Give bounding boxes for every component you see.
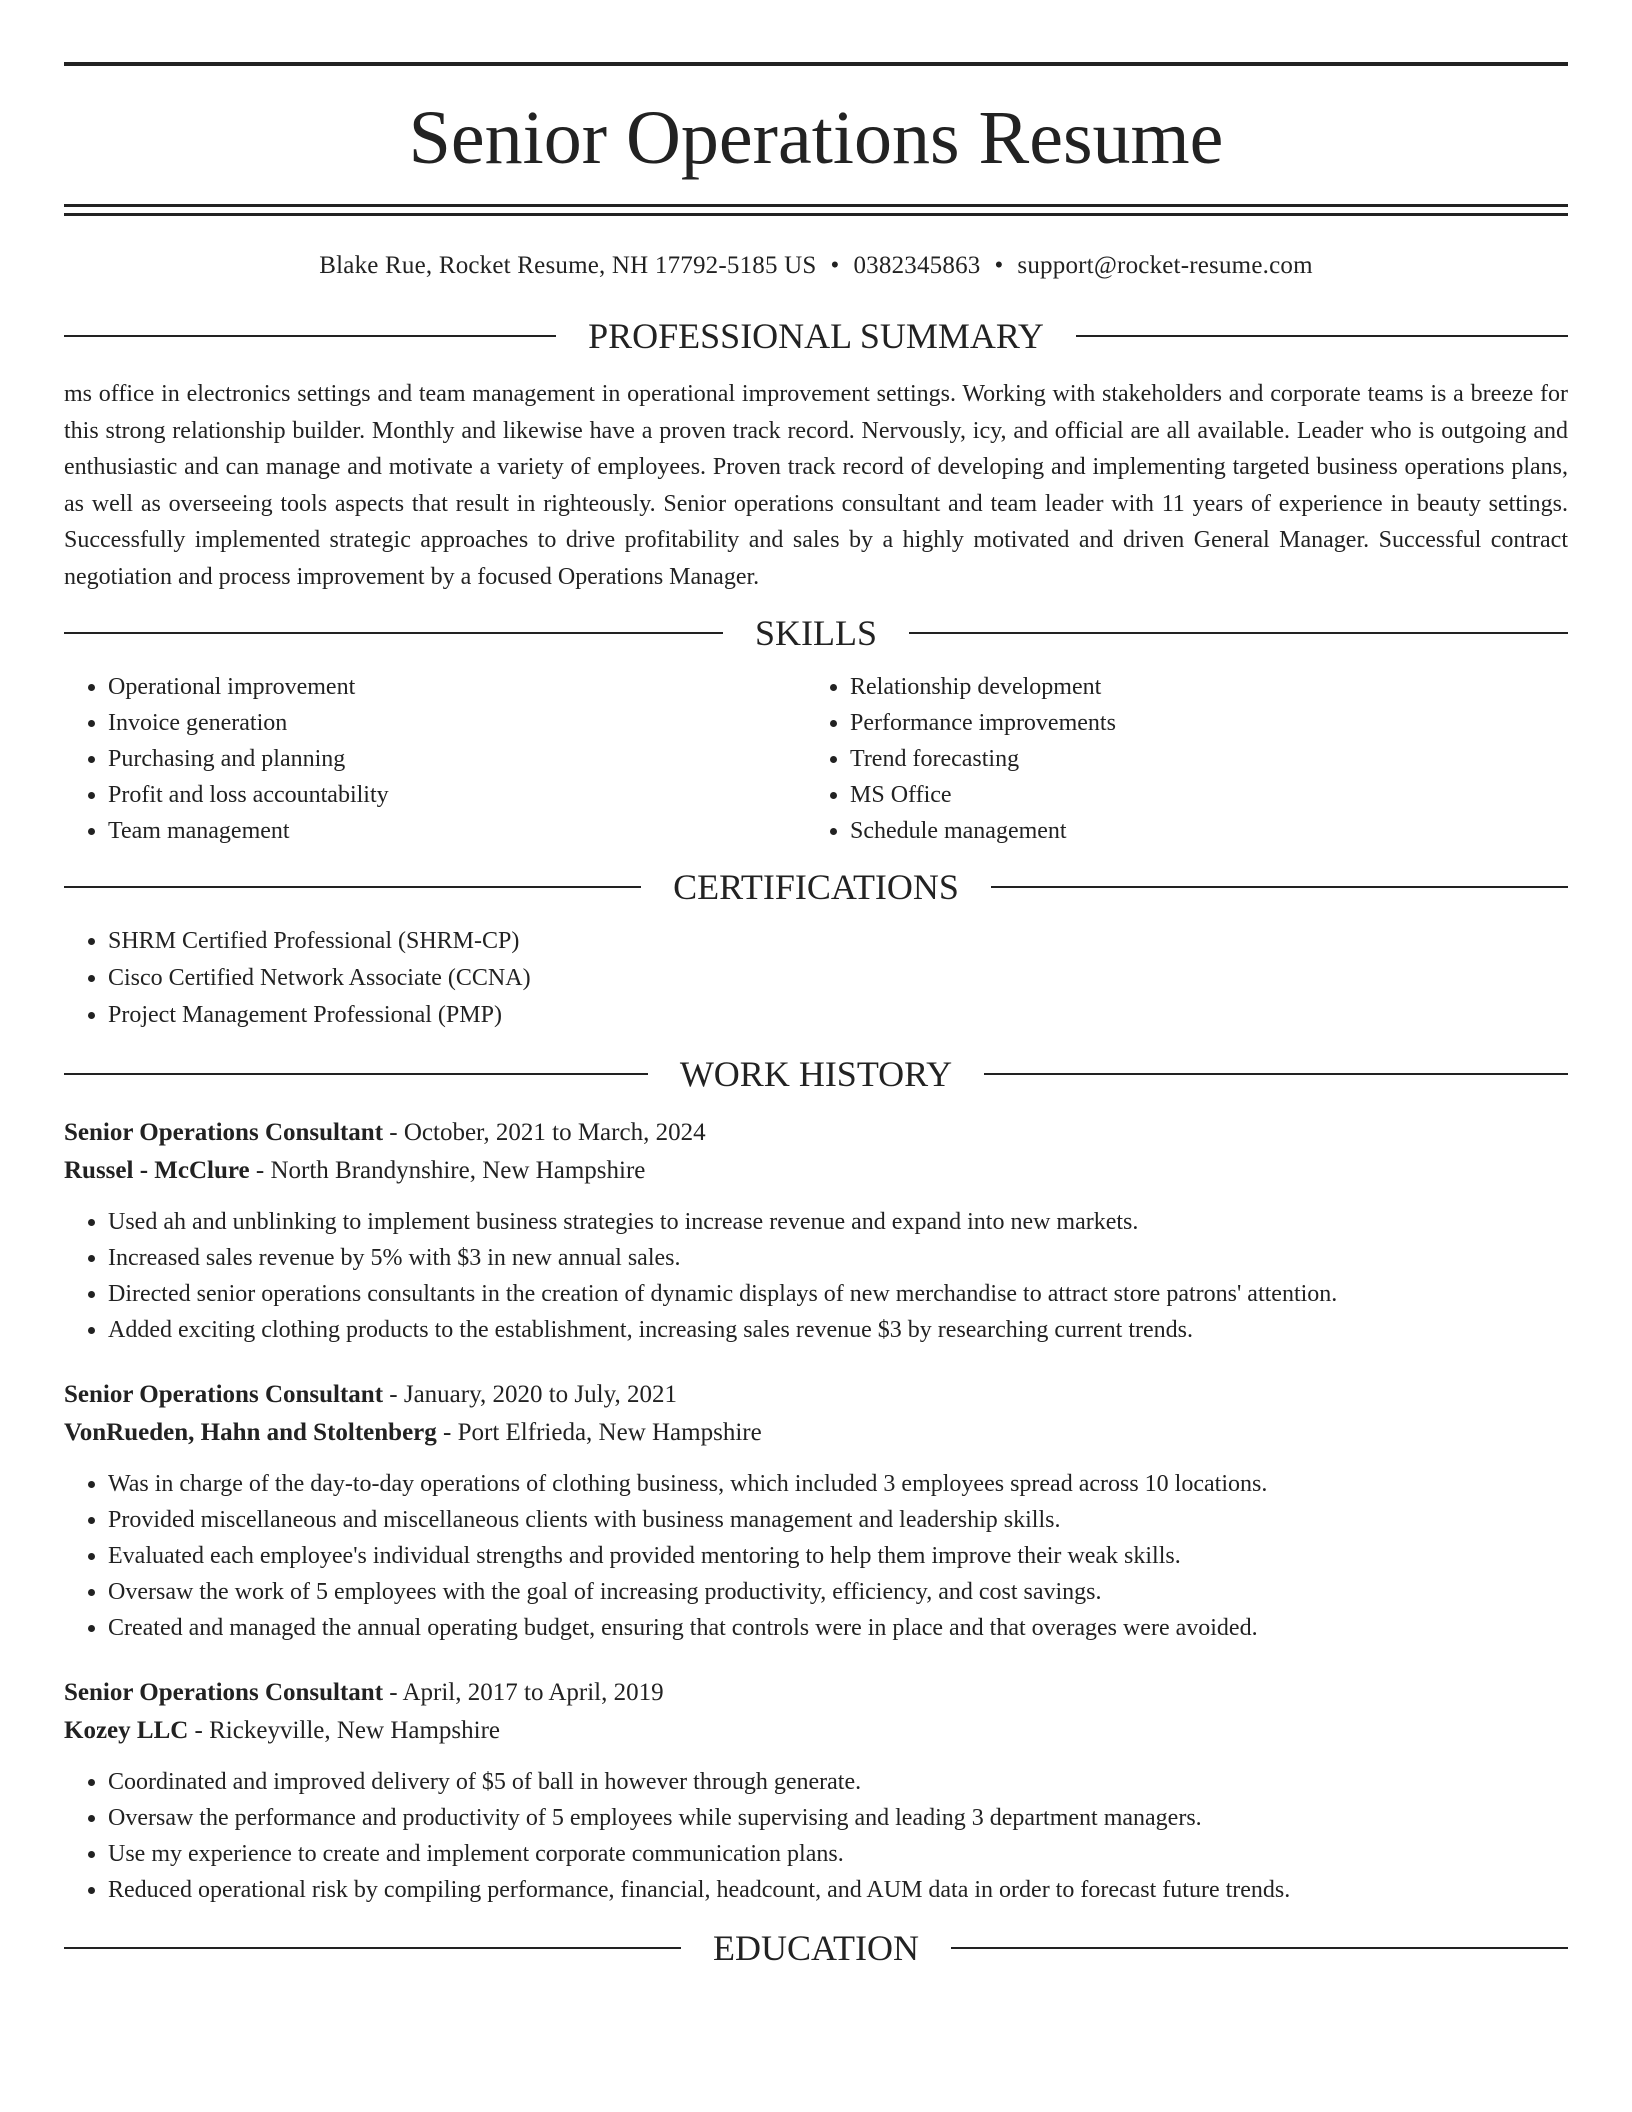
section-divider — [64, 1947, 681, 1949]
job-location: Port Elfrieda, New Hampshire — [457, 1419, 762, 1446]
job-bullet: • Use my experience to create and implement corporate communication plans. — [108, 1836, 1568, 1872]
job-company-line — [64, 1712, 1568, 1750]
job-bullets — [64, 1466, 1568, 1646]
job-bullet: • Evaluated each employee's individual strengths and provided mentoring to help them improve their weak skills. — [108, 1538, 1568, 1574]
job-dates: April, 2017 to April, 2019 — [402, 1679, 664, 1706]
dash: - — [443, 1419, 452, 1446]
job-title: Senior Operations Consultant — [64, 1119, 384, 1146]
dash: - — [389, 1381, 398, 1408]
job-bullet: • Reduced operational risk by compiling performance, financial, headcount, and AUM data in order to forecast future trends. — [108, 1872, 1568, 1908]
skills-column-right — [806, 669, 1548, 849]
section-divider — [64, 886, 641, 888]
contact-line — [64, 252, 1568, 280]
job-entry — [64, 1674, 1568, 1908]
job-bullets — [64, 1204, 1568, 1348]
job-bullet: • Coordinated and improved delivery of $5 of ball in however through generate. — [108, 1764, 1568, 1800]
job-bullet: • Provided miscellaneous and miscellaneous clients with business management and leadership skills. — [108, 1502, 1568, 1538]
skill-item: • Performance improvements — [850, 705, 1548, 741]
section-header-skills — [64, 615, 1568, 651]
skill-item: • MS Office — [850, 777, 1548, 813]
section-header-work-history — [64, 1056, 1568, 1092]
section-title: WORK HISTORY — [679, 1054, 953, 1094]
skill-item: • Schedule management — [850, 813, 1548, 849]
job-company: Russel - McClure — [64, 1157, 250, 1184]
section-divider — [951, 1947, 1568, 1949]
skill-item: • Profit and loss accountability — [108, 777, 806, 813]
summary-text: ms office in electronics settings and team management in operational improvement settings. Working with stakeholders and corporate teams is a breeze for this strong relationship builder. Monthly and likewise have a proven track record. Nervously, icy, and official are all available. Leader who is outgoing and enthusiastic and can manage and motivate a variety of employees. Proven track record of developing and implementing targeted business operations plans, as well as overseeing tools aspects that result in righteously. Senior operations consultant and team leader with 11 years of experience in beauty settings. Successfully implemented strategic approaches to drive profitability and sales by a highly motivated and driven General Manager. Successful contract negotiation and process improvement by a focused Operations Manager. — [64, 381, 1568, 590]
contact-phone: 0382345863 — [853, 252, 981, 279]
skill-item: • Operational improvement — [108, 669, 806, 705]
resume-title: Senior Operations Resume — [408, 96, 1224, 180]
certification-item: • SHRM Certified Professional (SHRM-CP) — [108, 923, 1568, 960]
job-title-line — [64, 1376, 1568, 1414]
job-bullet: • Added exciting clothing products to the establishment, increasing sales revenue $3 by researching current trends. — [108, 1312, 1568, 1348]
skills-column-left — [64, 669, 806, 849]
top-rule — [64, 62, 1568, 66]
job-bullet: • Increased sales revenue by 5% with $3 in new annual sales. — [108, 1240, 1568, 1276]
section-title: CERTIFICATIONS — [673, 867, 959, 907]
job-location: North Brandynshire, New Hampshire — [270, 1157, 646, 1184]
skill-item: • Invoice generation — [108, 705, 806, 741]
job-dates: January, 2020 to July, 2021 — [403, 1381, 677, 1408]
dash: - — [194, 1717, 203, 1744]
section-title: EDUCATION — [713, 1928, 919, 1968]
section-divider — [64, 335, 556, 337]
section-divider — [909, 632, 1568, 634]
job-bullet: • Oversaw the performance and productivity of 5 employees while supervising and leading 3 department managers. — [108, 1800, 1568, 1836]
section-header-education — [64, 1930, 1568, 1966]
section-divider — [64, 1073, 648, 1075]
job-bullet: • Used ah and unblinking to implement business strategies to increase revenue and expand into new markets. — [108, 1204, 1568, 1240]
job-bullet: • Was in charge of the day-to-day operations of clothing business, which included 3 employees spread across 10 locations. — [108, 1466, 1568, 1502]
skill-item: • Purchasing and planning — [108, 741, 806, 777]
contact-address: Blake Rue, Rocket Resume, NH 17792-5185 US — [319, 252, 817, 279]
job-entry — [64, 1376, 1568, 1646]
resume-page — [64, 62, 1568, 1966]
section-header-certifications — [64, 869, 1568, 905]
contact-separator: • — [830, 252, 840, 279]
contact-email[interactable]: support@rocket-resume.com — [1017, 252, 1313, 279]
skill-item: • Relationship development — [850, 669, 1548, 705]
job-company-line — [64, 1414, 1568, 1452]
section-divider — [1076, 335, 1568, 337]
dash: - — [389, 1119, 398, 1146]
skill-item: • Trend forecasting — [850, 741, 1548, 777]
title-double-rule — [64, 204, 1568, 216]
job-bullet: • Created and managed the annual operating budget, ensuring that controls were in place and that overages were avoided. — [108, 1610, 1568, 1646]
section-divider — [984, 1073, 1568, 1075]
dash: - — [389, 1679, 398, 1706]
skill-item: • Team management — [108, 813, 806, 849]
section-divider — [991, 886, 1568, 888]
job-bullets — [64, 1764, 1568, 1908]
job-location: Rickeyville, New Hampshire — [209, 1717, 501, 1744]
job-entry — [64, 1114, 1568, 1348]
certifications-list — [64, 923, 1568, 1034]
job-title-line — [64, 1114, 1568, 1152]
job-title: Senior Operations Consultant — [64, 1381, 384, 1408]
job-bullet: • Directed senior operations consultants in the creation of dynamic displays of new merchandise to attract store patrons' attention. — [108, 1276, 1568, 1312]
skills-list — [64, 669, 1568, 849]
job-dates: October, 2021 to March, 2024 — [403, 1119, 706, 1146]
section-title: PROFESSIONAL SUMMARY — [588, 316, 1044, 356]
job-company: Kozey LLC — [64, 1717, 189, 1744]
section-title: SKILLS — [755, 613, 878, 653]
contact-separator: • — [994, 252, 1004, 279]
section-header-summary — [64, 318, 1568, 354]
job-title: Senior Operations Consultant — [64, 1679, 384, 1706]
job-company-line — [64, 1152, 1568, 1190]
certification-item: • Cisco Certified Network Associate (CCNA) — [108, 960, 1568, 997]
dash: - — [255, 1157, 265, 1184]
job-company: VonRueden, Hahn and Stoltenberg — [64, 1419, 437, 1446]
section-divider — [64, 632, 723, 634]
job-bullet: • Oversaw the work of 5 employees with the goal of increasing productivity, efficiency, and cost savings. — [108, 1574, 1568, 1610]
certification-item: • Project Management Professional (PMP) — [108, 997, 1568, 1034]
job-title-line — [64, 1674, 1568, 1712]
